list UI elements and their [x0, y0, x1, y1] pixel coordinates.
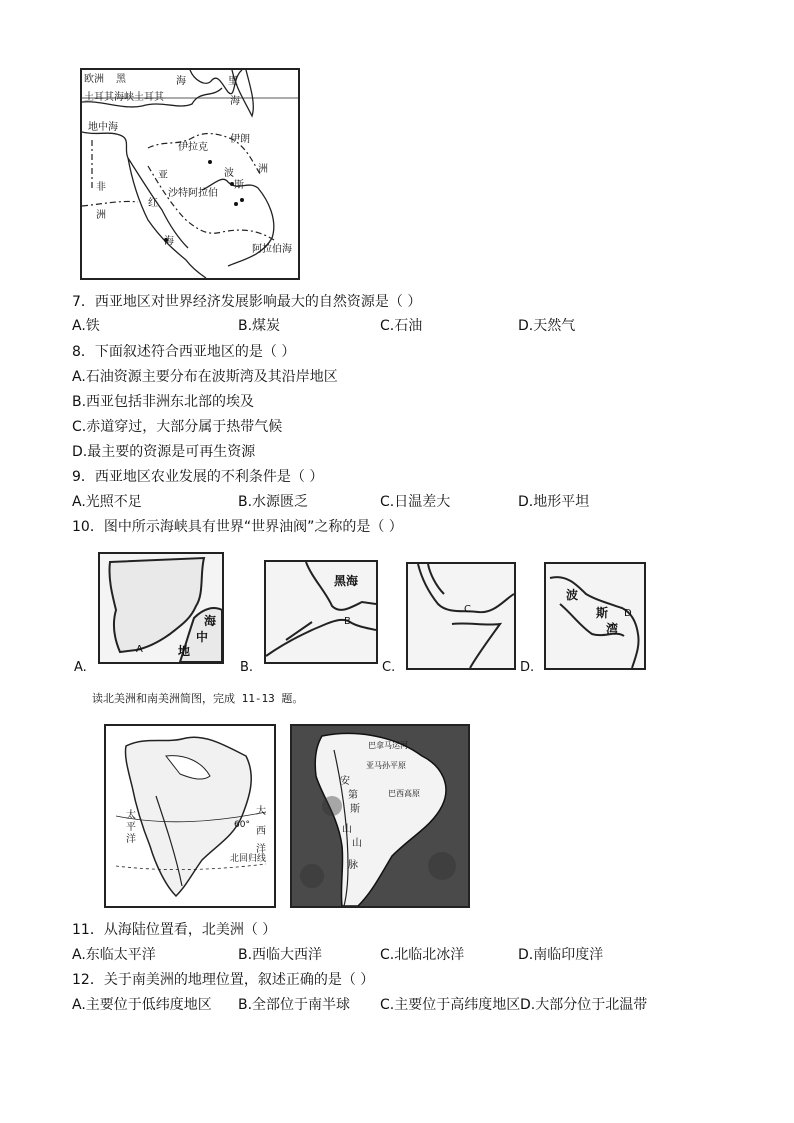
sa-andes-4: 山: [352, 838, 362, 849]
q8-option-b[interactable]: B.西亚包括非洲东北部的埃及: [72, 394, 255, 410]
label-sea2: 海: [230, 96, 240, 107]
na-atlantic-1: 大: [256, 806, 266, 817]
label-arabian-sea: 阿拉伯海: [252, 244, 292, 255]
label-asia1: 亚: [158, 170, 168, 181]
q12-option-b[interactable]: B.全部位于南半球: [238, 997, 351, 1013]
question-8-stem: 8．下面叙述符合西亚地区的是（ ）: [72, 344, 296, 360]
q7-option-c[interactable]: C.石油: [380, 318, 423, 334]
strait-map-d[interactable]: [544, 562, 646, 670]
question-7-stem: 7．西亚地区对世界经济发展影响最大的自然资源是（ ）: [72, 294, 422, 310]
question-9-stem: 9．西亚地区农业发展的不利条件是（ ）: [72, 469, 324, 485]
q12-option-d[interactable]: D.大部分位于北温带: [520, 997, 648, 1013]
na-pacific-3: 洋: [126, 834, 136, 845]
sa-andes-2: 第: [348, 790, 358, 801]
reading-note: 读北美洲和南美洲简图，完成 11-13 题。: [92, 692, 304, 705]
strait-b-label-heihai: 黑海: [334, 574, 359, 588]
strait-a-label-di: 地: [178, 644, 191, 658]
label-africa2: 洲: [96, 210, 106, 221]
strait-d-label-wan: 湾: [606, 622, 619, 636]
label-sea1: 海: [176, 76, 186, 87]
question-11-stem: 11．从海陆位置看，北美洲（ ）: [72, 922, 277, 938]
na-atlantic-3: 洋: [256, 844, 266, 855]
strait-d-mark: D: [624, 608, 632, 619]
north-america-map: [104, 724, 276, 908]
q8-option-c[interactable]: C.赤道穿过，大部分属于热带气候: [72, 419, 283, 435]
sa-brazil: 巴西高原: [388, 789, 420, 798]
west-asia-map: [80, 68, 300, 280]
strait-option-c[interactable]: C.: [382, 660, 396, 675]
q11-option-c[interactable]: C.北临北冰洋: [380, 947, 465, 963]
strait-c-mark: C: [464, 604, 471, 615]
q9-option-b[interactable]: B.水源匮乏: [238, 494, 309, 510]
strait-a-mark: A: [136, 644, 143, 655]
na-pacific-1: 太: [126, 810, 136, 821]
strait-option-b[interactable]: B.: [240, 660, 254, 675]
sa-mountains: 山: [342, 824, 352, 835]
q7-option-d[interactable]: D.天然气: [518, 318, 576, 334]
label-iraq: 伊拉克: [178, 142, 208, 153]
strait-b-mark: B: [344, 616, 351, 627]
strait-a-label-hai: 海: [204, 614, 217, 628]
strait-map-b[interactable]: [264, 560, 378, 664]
sa-andes-1: 安: [340, 776, 350, 787]
strait-d-label-si: 斯: [596, 606, 609, 620]
strait-option-a[interactable]: A.: [74, 660, 87, 675]
na-lat-60: 60°: [234, 820, 250, 830]
strait-map-a[interactable]: [98, 552, 224, 664]
q11-option-b[interactable]: B.西临大西洋: [238, 947, 323, 963]
q11-option-a[interactable]: A.东临太平洋: [72, 947, 156, 963]
label-turkey-strait: 土耳其海峡土耳其: [84, 92, 164, 103]
label-caspian: 里: [228, 76, 238, 87]
na-atlantic-2: 西: [256, 826, 266, 837]
south-america-map: [290, 724, 470, 908]
sa-andes-3: 斯: [350, 804, 360, 815]
sa-andes-5: 脉: [348, 860, 358, 871]
na-tropic-label: 北回归线: [230, 854, 267, 864]
sa-amazon: 亚马孙平原: [366, 761, 406, 770]
strait-d-label-bo: 波: [566, 588, 579, 602]
q12-option-c[interactable]: C.主要位于高纬度地区: [380, 997, 521, 1013]
na-pacific-2: 平: [126, 822, 136, 833]
label-saudi: 沙特阿拉伯: [168, 188, 218, 199]
sa-panama: 巴拿马运河: [368, 741, 408, 750]
q8-option-a[interactable]: A.石油资源主要分布在波斯湾及其沿岸地区: [72, 369, 338, 385]
question-10-stem: 10．图中所示海峡具有世界“世界油阀”之称的是（ ）: [72, 519, 403, 535]
q9-option-a[interactable]: A.光照不足: [72, 494, 142, 510]
label-red-sea: 海: [164, 236, 174, 247]
label-mediterranean: 地中海: [88, 122, 118, 133]
strait-a-label-zhong: 中: [196, 630, 209, 644]
strait-map-a-drawing: [100, 554, 222, 662]
label-europe: 欧洲: [84, 74, 104, 85]
strait-map-c[interactable]: [406, 562, 516, 670]
q7-option-a[interactable]: A.铁: [72, 318, 100, 334]
label-persian-bo: 波: [224, 168, 234, 179]
strait-map-c-drawing: [408, 564, 514, 668]
label-persian-si: 斯: [234, 180, 244, 191]
label-africa1: 非: [96, 182, 106, 193]
strait-option-d[interactable]: D.: [520, 660, 535, 675]
q8-option-d[interactable]: D.最主要的资源是可再生资源: [72, 444, 256, 460]
question-12-stem: 12．关于南美洲的地理位置，叙述正确的是（ ）: [72, 972, 375, 988]
q9-option-d[interactable]: D.地形平坦: [518, 494, 590, 510]
q9-option-c[interactable]: C.日温差大: [380, 494, 451, 510]
label-iran: 伊朗: [230, 134, 250, 145]
strait-map-b-drawing: [266, 562, 376, 662]
label-black: 黑: [116, 74, 126, 85]
q12-option-a[interactable]: A.主要位于低纬度地区: [72, 997, 212, 1013]
q11-option-d[interactable]: D.南临印度洋: [518, 947, 604, 963]
label-red: 红: [148, 198, 158, 209]
south-america-map-drawing: [292, 726, 468, 906]
q7-option-b[interactable]: B.煤炭: [238, 318, 281, 334]
label-asia2: 洲: [258, 164, 268, 175]
